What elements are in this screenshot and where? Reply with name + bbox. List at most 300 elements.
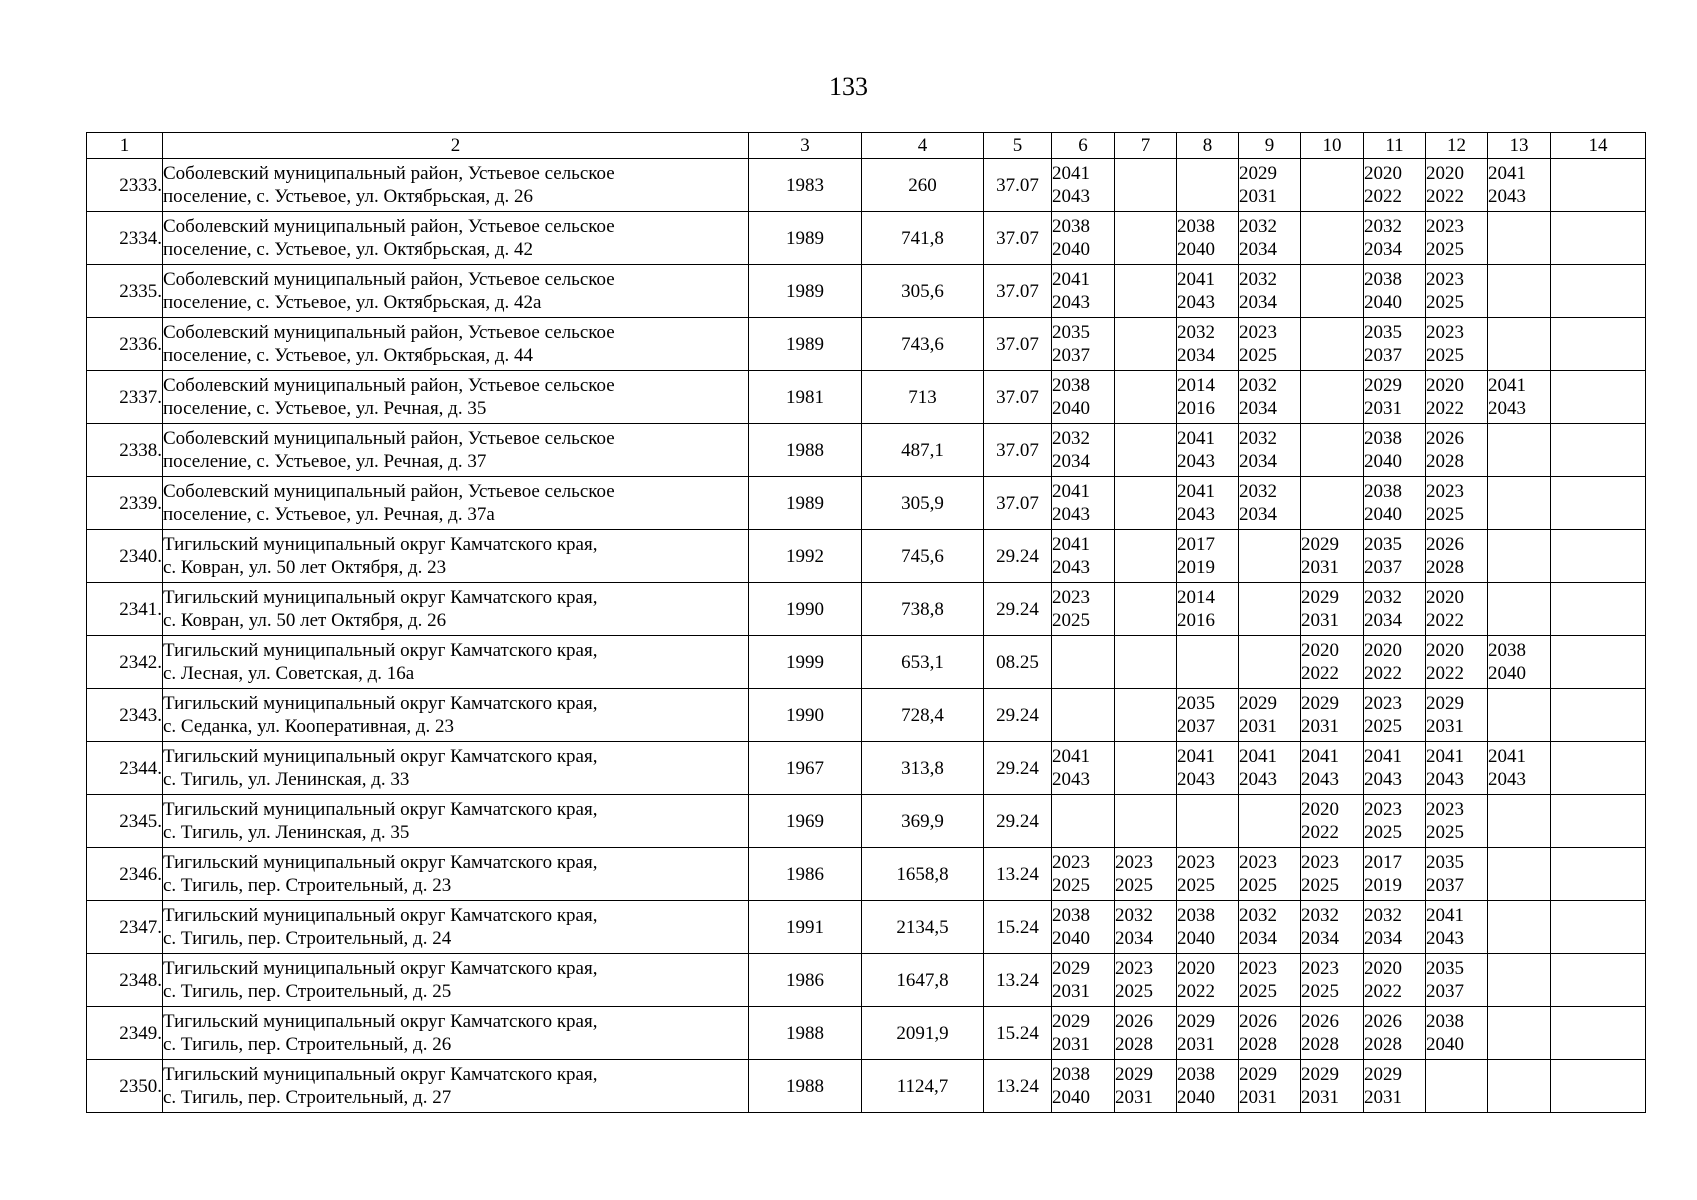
period-start: 2029 [1239,163,1277,184]
period-end: 2025 [1115,875,1153,896]
address-line-1: Тигильский муниципальный округ Камчатского края, [163,534,598,555]
period-cell [1364,954,1426,1007]
period-end: 2043 [1488,398,1526,419]
period-cell [1115,318,1177,371]
period-cell [1115,530,1177,583]
address-line-2: поселение, с. Устьевое, ул. Октябрьская, д. 42а [163,292,542,313]
address-line-1: Тигильский муниципальный округ Камчатского края, [163,852,598,873]
period-cell [1115,636,1177,689]
period-cell [1426,636,1488,689]
period-start: 2020 [1364,958,1402,979]
row-number-cell: 2346. [87,848,163,901]
period-cell [1239,954,1301,1007]
period-cell [1426,530,1488,583]
period-end: 2037 [1426,875,1464,896]
period-end: 2028 [1239,1034,1277,1055]
period-cell [1239,530,1301,583]
period-end: 2028 [1426,451,1464,472]
period-start: 2023 [1115,852,1153,873]
period-cell [1426,901,1488,954]
address-line-1: Тигильский муниципальный округ Камчатского края, [163,905,598,926]
period-start: 2041 [1052,269,1090,290]
period-start: 2023 [1426,481,1464,502]
row-number-cell: 2334. [87,212,163,265]
period-end: 2031 [1426,716,1464,737]
table-row [87,689,1646,742]
period-cell [1301,530,1364,583]
address-cell [163,689,749,742]
period-cell [1364,689,1426,742]
period-cell [1488,265,1551,318]
address-cell [163,424,749,477]
period-cell [1426,371,1488,424]
area-cell: 1124,7 [862,1060,984,1113]
period-cell [1364,477,1426,530]
period-cell [1177,1007,1239,1060]
area-cell: 2134,5 [862,901,984,954]
period-end: 2031 [1301,716,1339,737]
period-end: 2025 [1115,981,1153,1002]
period-cell [1052,954,1115,1007]
address-line-2: поселение, с. Устьевое, ул. Речная, д. 37 [163,451,487,472]
address-cell [163,848,749,901]
period-end: 2019 [1177,557,1215,578]
period-cell [1364,1060,1426,1113]
period-end: 2031 [1364,398,1402,419]
code-cell: 29.24 [984,795,1052,848]
address-line-2: с. Тигиль, пер. Строительный, д. 27 [163,1087,452,1108]
period-cell [1115,795,1177,848]
code-cell: 29.24 [984,583,1052,636]
table-row [87,424,1646,477]
year-cell: 1991 [749,901,862,954]
address-line-1: Соболевский муниципальный район, Устьевое сельское [163,481,615,502]
period-cell [1052,212,1115,265]
period-cell [1301,689,1364,742]
period-cell [1364,1007,1426,1060]
period-end: 2022 [1426,186,1464,207]
period-cell [1488,424,1551,477]
period-end: 2025 [1239,981,1277,1002]
period-start: 2038 [1488,640,1526,661]
period-cell [1426,477,1488,530]
code-cell: 29.24 [984,689,1052,742]
period-cell [1364,742,1426,795]
period-end: 2034 [1239,292,1277,313]
area-cell: 313,8 [862,742,984,795]
period-start: 2041 [1052,534,1090,555]
address-cell [163,742,749,795]
address-cell [163,1060,749,1113]
period-start: 2038 [1364,269,1402,290]
year-cell: 1990 [749,583,862,636]
period-cell [1426,583,1488,636]
table-row [87,583,1646,636]
period-cell [1115,954,1177,1007]
column-header: 5 [984,133,1052,159]
year-cell: 1992 [749,530,862,583]
period-cell [1426,1060,1488,1113]
period-start: 2020 [1364,640,1402,661]
area-cell: 738,8 [862,583,984,636]
period-start: 2032 [1239,216,1277,237]
code-cell: 37.07 [984,265,1052,318]
address-cell [163,954,749,1007]
period-start: 2026 [1426,534,1464,555]
period-end: 2043 [1301,769,1339,790]
address-line-1: Тигильский муниципальный округ Камчатского края, [163,1064,598,1085]
period-cell [1052,689,1115,742]
period-start: 2035 [1426,958,1464,979]
period-start: 2026 [1426,428,1464,449]
period-end: 2031 [1052,1034,1090,1055]
period-start: 2041 [1052,746,1090,767]
period-cell [1426,795,1488,848]
period-end: 2043 [1426,769,1464,790]
column-header: 6 [1052,133,1115,159]
address-line-2: поселение, с. Устьевое, ул. Речная, д. 35 [163,398,487,419]
period-cell [1115,901,1177,954]
period-end: 2034 [1364,610,1402,631]
row-number-cell: 2344. [87,742,163,795]
period-end: 2031 [1052,981,1090,1002]
period-cell [1551,318,1646,371]
period-start: 2023 [1426,322,1464,343]
period-end: 2031 [1239,716,1277,737]
period-cell [1239,583,1301,636]
period-start: 2014 [1177,587,1215,608]
period-end: 2031 [1239,1087,1277,1108]
period-start: 2023 [1052,587,1090,608]
period-cell [1052,1060,1115,1113]
area-cell: 743,6 [862,318,984,371]
period-start: 2032 [1239,269,1277,290]
table-row [87,795,1646,848]
period-cell [1488,1007,1551,1060]
period-end: 2022 [1426,398,1464,419]
period-start: 2032 [1052,428,1090,449]
period-cell [1488,954,1551,1007]
period-cell [1115,477,1177,530]
period-cell [1052,742,1115,795]
period-end: 2034 [1115,928,1153,949]
period-start: 2041 [1488,163,1526,184]
table-row [87,212,1646,265]
address-line-1: Тигильский муниципальный округ Камчатского края, [163,746,598,767]
period-end: 2037 [1426,981,1464,1002]
period-end: 2025 [1239,345,1277,366]
period-start: 2032 [1115,905,1153,926]
period-cell [1551,530,1646,583]
code-cell: 37.07 [984,424,1052,477]
period-end: 2040 [1177,239,1215,260]
period-start: 2041 [1177,746,1215,767]
period-start: 2026 [1115,1011,1153,1032]
period-start: 2032 [1239,481,1277,502]
address-line-2: с. Тигиль, пер. Строительный, д. 23 [163,875,452,896]
period-start: 2029 [1239,1064,1277,1085]
period-cell [1488,530,1551,583]
period-start: 2023 [1364,693,1402,714]
period-start: 2038 [1177,1064,1215,1085]
period-end: 2043 [1052,186,1090,207]
year-cell: 1989 [749,265,862,318]
period-cell [1301,848,1364,901]
period-end: 2022 [1364,981,1402,1002]
period-cell [1239,318,1301,371]
year-cell: 1988 [749,1060,862,1113]
period-end: 2025 [1052,875,1090,896]
period-start: 2032 [1239,375,1277,396]
period-cell [1488,159,1551,212]
period-end: 2040 [1177,928,1215,949]
period-end: 2043 [1177,451,1215,472]
table-header [87,133,1646,159]
period-cell [1115,265,1177,318]
period-end: 2022 [1301,663,1339,684]
period-start: 2035 [1052,322,1090,343]
year-cell: 1981 [749,371,862,424]
row-number-cell: 2343. [87,689,163,742]
period-end: 2025 [1426,504,1464,525]
period-cell [1239,477,1301,530]
period-start: 2035 [1177,693,1215,714]
period-start: 2029 [1364,1064,1402,1085]
table-row [87,265,1646,318]
address-cell [163,318,749,371]
period-start: 2023 [1052,852,1090,873]
year-cell: 1989 [749,212,862,265]
period-cell [1488,318,1551,371]
period-start: 2041 [1177,428,1215,449]
period-cell [1426,954,1488,1007]
period-cell [1488,583,1551,636]
period-cell [1239,901,1301,954]
year-cell: 1969 [749,795,862,848]
period-end: 2025 [1364,822,1402,843]
period-end: 2022 [1426,663,1464,684]
address-line-1: Соболевский муниципальный район, Устьевое сельское [163,216,615,237]
period-cell [1177,477,1239,530]
table-row [87,530,1646,583]
column-header: 2 [163,133,749,159]
period-start: 2032 [1239,428,1277,449]
period-cell [1301,954,1364,1007]
period-cell [1488,371,1551,424]
period-start: 2023 [1426,799,1464,820]
period-cell [1301,1060,1364,1113]
table-row [87,371,1646,424]
period-start: 2020 [1364,163,1402,184]
period-cell [1052,901,1115,954]
period-cell [1551,742,1646,795]
period-cell [1115,424,1177,477]
period-cell [1488,689,1551,742]
address-line-2: с. Тигиль, ул. Ленинская, д. 35 [163,822,410,843]
period-start: 2038 [1426,1011,1464,1032]
period-cell [1301,583,1364,636]
period-end: 2040 [1426,1034,1464,1055]
period-start: 2038 [1052,905,1090,926]
period-cell [1426,424,1488,477]
row-number-cell: 2345. [87,795,163,848]
period-cell [1115,159,1177,212]
period-cell [1239,795,1301,848]
period-end: 2040 [1052,398,1090,419]
period-start: 2035 [1364,534,1402,555]
address-line-1: Соболевский муниципальный район, Устьевое сельское [163,375,615,396]
area-cell: 1658,8 [862,848,984,901]
period-start: 2023 [1301,958,1339,979]
period-start: 2038 [1177,905,1215,926]
period-start: 2029 [1426,693,1464,714]
row-number-cell: 2340. [87,530,163,583]
code-cell: 15.24 [984,901,1052,954]
period-cell [1052,1007,1115,1060]
period-cell [1115,1060,1177,1113]
address-line-1: Соболевский муниципальный район, Устьевое сельское [163,428,615,449]
address-line-2: с. Ковран, ул. 50 лет Октября, д. 26 [163,610,447,631]
period-cell [1488,742,1551,795]
period-end: 2019 [1364,875,1402,896]
period-start: 2029 [1301,1064,1339,1085]
period-cell [1177,583,1239,636]
period-cell [1426,689,1488,742]
period-end: 2043 [1364,769,1402,790]
column-header: 11 [1364,133,1426,159]
table-row [87,901,1646,954]
column-header: 14 [1551,133,1646,159]
period-end: 2031 [1364,1087,1402,1108]
period-cell [1177,212,1239,265]
year-cell: 1999 [749,636,862,689]
period-cell [1301,477,1364,530]
table-row [87,1060,1646,1113]
row-number-cell: 2349. [87,1007,163,1060]
period-cell [1177,265,1239,318]
row-number-cell: 2333. [87,159,163,212]
column-header: 4 [862,133,984,159]
period-end: 2037 [1052,345,1090,366]
period-start: 2017 [1364,852,1402,873]
period-cell [1052,636,1115,689]
period-end: 2022 [1364,663,1402,684]
period-cell [1551,159,1646,212]
code-cell: 37.07 [984,212,1052,265]
table-row [87,159,1646,212]
period-start: 2026 [1364,1011,1402,1032]
period-cell [1301,636,1364,689]
period-start: 2023 [1426,269,1464,290]
period-end: 2043 [1177,292,1215,313]
housing-register-table [86,132,1646,1113]
period-cell [1301,159,1364,212]
period-end: 2031 [1301,557,1339,578]
period-start: 2029 [1177,1011,1215,1032]
column-header: 1 [87,133,163,159]
period-end: 2040 [1052,1087,1090,1108]
period-end: 2034 [1239,928,1277,949]
period-start: 2041 [1364,746,1402,767]
period-end: 2028 [1426,557,1464,578]
period-cell [1364,371,1426,424]
address-line-2: с. Тигиль, пер. Строительный, д. 26 [163,1034,452,1055]
period-cell [1239,371,1301,424]
address-line-2: поселение, с. Устьевое, ул. Октябрьская, д. 26 [163,186,534,207]
address-line-1: Соболевский муниципальный район, Устьевое сельское [163,163,615,184]
period-end: 2043 [1052,769,1090,790]
address-line-1: Тигильский муниципальный округ Камчатского края, [163,1011,598,1032]
period-cell [1239,636,1301,689]
column-header: 10 [1301,133,1364,159]
period-end: 2016 [1177,398,1215,419]
period-start: 2023 [1301,852,1339,873]
code-cell: 13.24 [984,848,1052,901]
period-cell [1364,583,1426,636]
year-cell: 1990 [749,689,862,742]
period-cell [1115,1007,1177,1060]
period-start: 2029 [1052,958,1090,979]
period-cell [1239,848,1301,901]
period-cell [1239,1007,1301,1060]
period-start: 2038 [1052,1064,1090,1085]
period-cell [1177,318,1239,371]
address-line-1: Соболевский муниципальный район, Устьевое сельское [163,322,615,343]
period-cell [1301,742,1364,795]
period-end: 2034 [1301,928,1339,949]
period-end: 2040 [1488,663,1526,684]
period-start: 2020 [1301,799,1339,820]
table-row [87,954,1646,1007]
period-cell [1177,742,1239,795]
period-start: 2041 [1239,746,1277,767]
code-cell: 37.07 [984,318,1052,371]
page-number: 133 [829,72,868,101]
address-line-1: Тигильский муниципальный округ Камчатского края, [163,799,598,820]
period-end: 2040 [1177,1087,1215,1108]
period-start: 2017 [1177,534,1215,555]
row-number-cell: 2335. [87,265,163,318]
period-cell [1426,212,1488,265]
code-cell: 29.24 [984,742,1052,795]
period-cell [1364,530,1426,583]
period-end: 2034 [1177,345,1215,366]
period-cell [1052,318,1115,371]
period-cell [1301,901,1364,954]
period-end: 2034 [1239,239,1277,260]
period-cell [1052,265,1115,318]
period-cell [1551,1007,1646,1060]
period-cell [1488,1060,1551,1113]
period-end: 2025 [1177,875,1215,896]
address-cell [163,265,749,318]
code-cell: 37.07 [984,477,1052,530]
period-end: 2034 [1239,504,1277,525]
period-start: 2041 [1177,269,1215,290]
table-row [87,477,1646,530]
period-cell [1239,1060,1301,1113]
address-cell [163,159,749,212]
area-cell: 1647,8 [862,954,984,1007]
period-end: 2040 [1052,928,1090,949]
period-start: 2041 [1301,746,1339,767]
period-end: 2016 [1177,610,1215,631]
column-header: 8 [1177,133,1239,159]
year-cell: 1989 [749,477,862,530]
period-end: 2034 [1364,239,1402,260]
period-end: 2022 [1301,822,1339,843]
period-cell [1364,848,1426,901]
